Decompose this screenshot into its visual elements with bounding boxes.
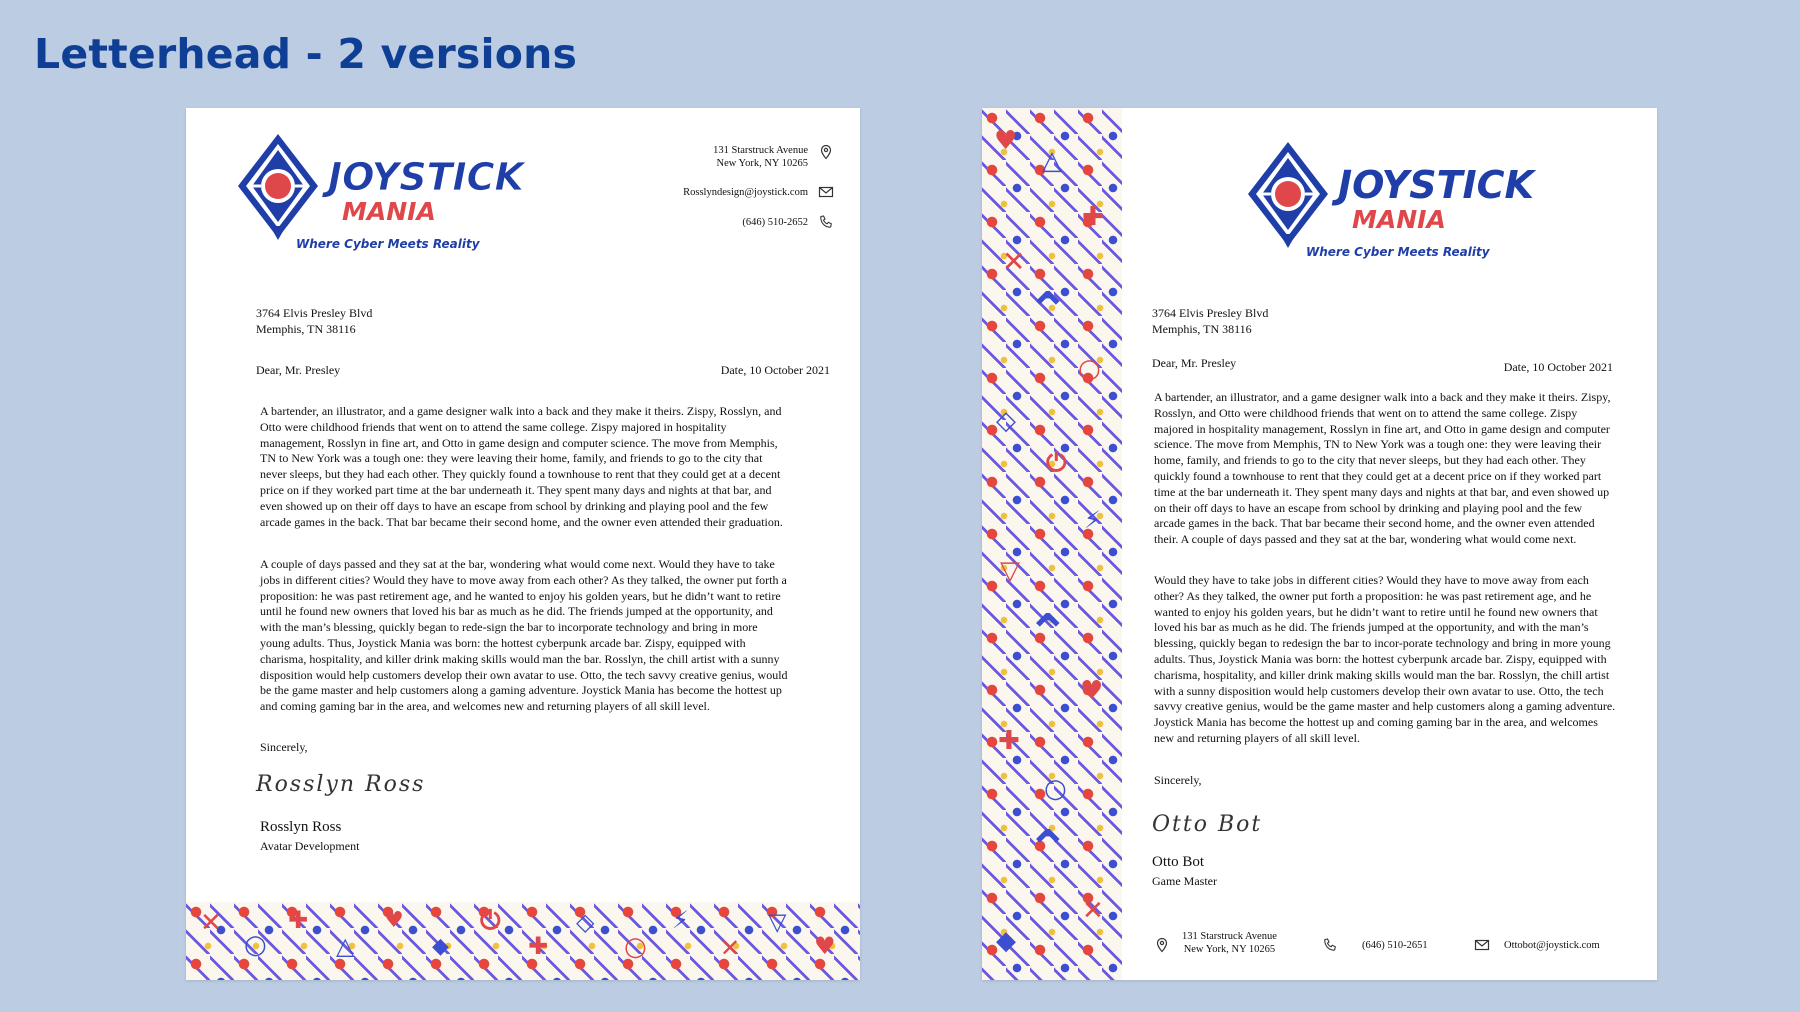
phone-icon bbox=[1322, 937, 1338, 953]
recipient-line-2: Memphis, TN 38116 bbox=[256, 321, 356, 336]
recipient-line-1: 3764 Elvis Presley Blvd bbox=[256, 306, 373, 320]
power-icon: ⏻ bbox=[480, 906, 501, 936]
lightning-icon: ⚡ bbox=[1084, 506, 1101, 534]
svg-text:Where Cyber Meets Reality: Where Cyber Meets Reality bbox=[296, 237, 480, 251]
location-pin-icon bbox=[1154, 937, 1170, 953]
arcade-pattern-side-band bbox=[982, 108, 1122, 980]
body-paragraph-2: Would they have to take jobs in different cities? Would they have to move away from each other? As they talked, the owner put forth a proposition: he was past retirement age, and he wanted to enjoy his golden years, but he didn’t want to retire until he found new owners that loved his bar as much as he did. The friends jumped at the opportunity, and with the man’s blessing, quickly began to redesign the bar to incor-porate technology and bring in more young adults. Thus, Joystick Mania was born: the hottest cyberpunk arcade bar. Zispy, equipped with charisma, hospitality, and killer drink making skills would man the bar. Rosslyn, the chill artist with a sunny disposition would help customers develop their own avatar to use. Otto, the tech savvy creative genius, would be the game master and help customers along a gaming adventure. Joystick Mania has become the hottest up and coming gaming bar in the area, and welcomes new and returning players of all skill level. bbox=[1154, 573, 1616, 745]
arcade-pattern-footer-band bbox=[186, 902, 860, 980]
x-icon: ✕ bbox=[1002, 245, 1026, 278]
sender-address bbox=[568, 144, 808, 170]
location-pin-icon bbox=[818, 144, 834, 160]
triangle-down-icon: ▽ bbox=[1000, 556, 1020, 586]
chevron-up-icon-3: ⌃ bbox=[1026, 820, 1070, 880]
plus-icon: ✚ bbox=[1082, 202, 1104, 232]
x-icon-2: ✕ bbox=[1082, 896, 1104, 926]
power-icon: ⏻ bbox=[1046, 448, 1067, 478]
recipient-address bbox=[256, 306, 372, 338]
logo-graphic bbox=[1242, 136, 1534, 259]
footer-address-line-1: 131 Starstruck Avenue bbox=[1182, 931, 1277, 942]
heart-icon: ♥ bbox=[994, 126, 1018, 156]
body-paragraph-1: A bartender, an illustrator, and a game designer walk into a back and they make it theirs. Zispy, Rosslyn, and Otto were childhood friends that went on to attend the same college. Zispy majored in hospitality management, Rosslyn in fine art, and Otto in game design and computer science. The move from Memphis, TN to New York was a tough one: they were leaving their home, family, and friends to go to the city that never sleeps, but they had each other. They quickly found a townhouse to rent that they could get at a decent price on if they worked part time at the bar underneath it. They spent many days and nights at that bar, and even showed up on their off days to have an escape from school by drinking and playing pool and the few arcade games in the back. That bar became their second home, and the owner even attended their. A couple of days passed and they sat at the bar, wondering what would come next. bbox=[1154, 390, 1611, 547]
diamond-icon: ◇ bbox=[996, 406, 1016, 436]
envelope-icon bbox=[1474, 937, 1490, 953]
diamond-icon-2: ◆ bbox=[996, 926, 1016, 956]
svg-text:MANIA: MANIA bbox=[1352, 205, 1446, 234]
body-paragraph-1: A bartender, an illustrator, and a game designer walk into a back and they make it theirs. Zispy, Rosslyn, and Otto were childhood friends that went on to attend the same college. Zispy majored in hospitality management, Rosslyn in fine art, and Otto in game design and computer science. The move from Memphis, TN to New York was a tough one: they were leaving their home, family, and friends to go to the city that never sleeps, but they had each other. They quickly found a townhouse to rent that they could get at a decent price on if they worked part time at the bar underneath it. They spent many days and nights at that bar, and even showed up on their off days to have an escape from school by drinking and playing pool and the few arcade games in the back. That bar became their second home, and the owner even attended their graduation. bbox=[260, 404, 783, 529]
ring-icon: ○ bbox=[1078, 354, 1101, 384]
controller-x-icon: ✕ bbox=[200, 908, 222, 938]
closing: Sincerely, bbox=[1154, 773, 1202, 787]
plus-icon: ✚ bbox=[288, 906, 309, 934]
greeting: Dear, Mr. Presley bbox=[256, 363, 341, 377]
x-icon-2: ✕ bbox=[720, 934, 741, 962]
footer-address-line-2: New York, NY 10265 bbox=[1183, 944, 1276, 955]
address-line-1: 131 Starstruck Avenue bbox=[713, 145, 808, 156]
triangle-icon-2: ▽ bbox=[768, 908, 787, 936]
plus-icon-2: ✚ bbox=[998, 726, 1020, 756]
footer-email[interactable]: Ottobot@joystick.com bbox=[1504, 940, 1600, 951]
triangle-icon: △ bbox=[336, 932, 355, 960]
footer-address bbox=[1182, 930, 1277, 956]
sender-phone[interactable]: (646) 510-2652 bbox=[742, 217, 808, 228]
letter-date: Date, 10 October 2021 bbox=[1503, 360, 1613, 374]
lightning-icon: ⚡ bbox=[672, 906, 689, 934]
heart-icon-2: ♥ bbox=[1080, 676, 1104, 706]
chevron-up-icon-2: ⌃ bbox=[1026, 604, 1070, 664]
joystick-mania-logo bbox=[232, 128, 524, 251]
letter-date: Date, 10 October 2021 bbox=[720, 363, 830, 377]
chevron-up-icon: ⌃ bbox=[1026, 282, 1070, 342]
svg-text:JOYSTICK: JOYSTICK bbox=[1338, 163, 1534, 207]
slide-title: Letterhead - 2 versions bbox=[34, 30, 578, 78]
handwritten-signature: Rosslyn Ross bbox=[256, 772, 426, 797]
closing: Sincerely, bbox=[260, 740, 308, 754]
svg-text:JOYSTICK: JOYSTICK bbox=[328, 155, 524, 199]
logo-graphic bbox=[232, 128, 524, 251]
footer-phone[interactable]: (646) 510-2651 bbox=[1362, 940, 1428, 951]
greeting: Dear, Mr. Presley bbox=[1152, 356, 1237, 370]
sender-email[interactable]: Rosslyndesign@joystick.com bbox=[683, 187, 808, 198]
ring-icon-2: ○ bbox=[1044, 774, 1067, 804]
diamond-icon: ◆ bbox=[432, 934, 449, 959]
recipient-line-2: Memphis, TN 38116 bbox=[1152, 321, 1252, 336]
recipient-address bbox=[1152, 306, 1268, 338]
heart-icon: ♥ bbox=[384, 908, 404, 933]
cross-icon: ✚ bbox=[528, 932, 549, 960]
svg-text:MANIA: MANIA bbox=[342, 197, 436, 226]
letterhead-version-1 bbox=[186, 108, 860, 980]
address-line-2: New York, NY 10265 bbox=[716, 158, 808, 169]
ring-icon: ○ bbox=[244, 930, 267, 960]
svg-text:Where Cyber Meets Reality: Where Cyber Meets Reality bbox=[1306, 245, 1490, 259]
phone-icon bbox=[818, 214, 834, 230]
sender-role: Avatar Development bbox=[260, 839, 360, 853]
sender-name: Otto Bot bbox=[1152, 854, 1205, 870]
body-paragraph-2: A couple of days passed and they sat at the bar, wondering what would come next. Would they have to take jobs in different cities? Would they have to move away from each other? As they talked, the owner put forth a proposition: he was past retirement age, and he wanted to enjoy his golden years, but he didn’t want to retire until he found new owners that loved his bar as much as he did. The friends jumped at the opportunity, and with the man’s blessing, quickly began to rede-sign the bar to incorporate technology and bring in more young adults. Thus, Joystick Mania was born: the hottest cyberpunk arcade bar. Zispy, equipped with charisma, hospitality, and killer drink making skills would man the bar. Rosslyn, the chill artist with a sunny disposition would help customers develop their own avatar to use. Otto, the tech savvy creative genius, would be the game master and help customers along a gaming adventure. Joystick Mania has become the hottest up and coming gaming bar in the area, and welcomes new and returning players of all skill level. bbox=[260, 557, 788, 714]
sender-name: Rosslyn Ross bbox=[260, 819, 342, 835]
square-icon: ◇ bbox=[576, 908, 595, 936]
letterhead-version-2 bbox=[982, 108, 1657, 980]
handwritten-signature: Otto Bot bbox=[1152, 812, 1263, 837]
joystick-mania-logo bbox=[1242, 136, 1534, 259]
ring-icon-2: ○ bbox=[624, 932, 647, 962]
triangle-icon: △ bbox=[1042, 146, 1062, 176]
envelope-icon bbox=[818, 184, 834, 200]
sender-role: Game Master bbox=[1152, 874, 1217, 888]
heart-icon-2: ♥ bbox=[814, 932, 836, 960]
recipient-line-1: 3764 Elvis Presley Blvd bbox=[1152, 306, 1269, 320]
